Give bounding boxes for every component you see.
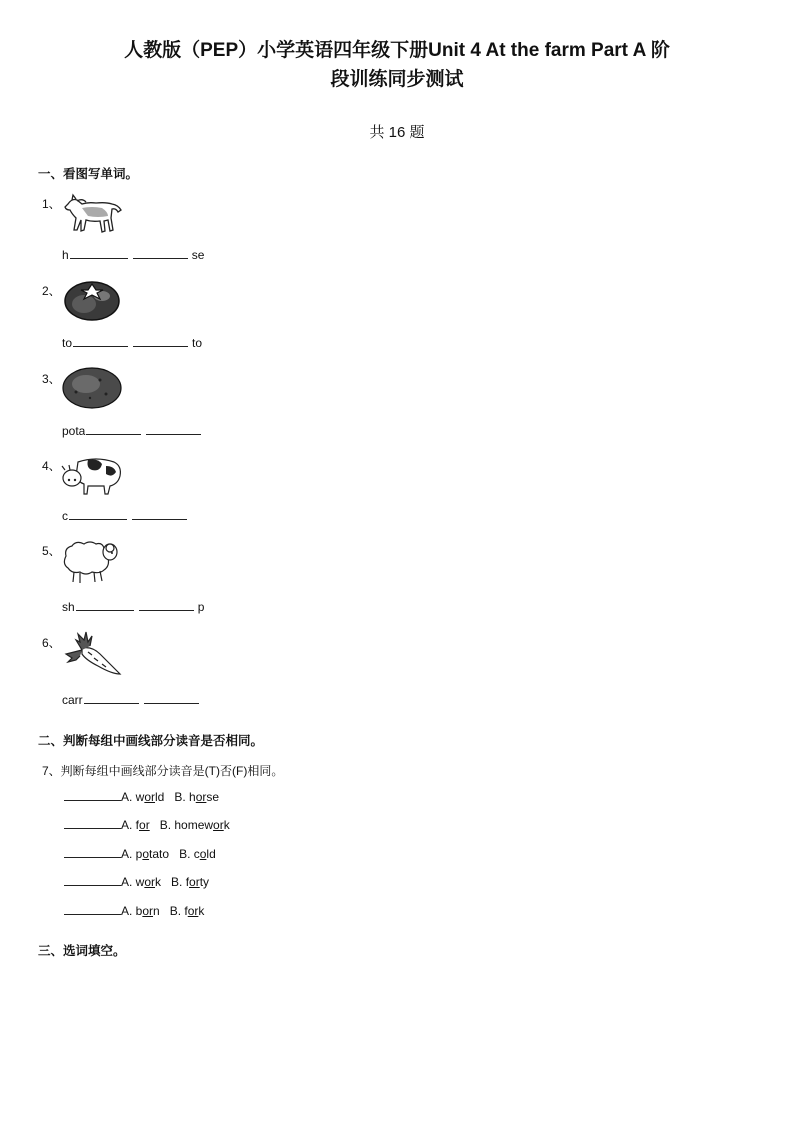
- page-title: [0, 36, 794, 94]
- question-number: 1、: [42, 197, 61, 211]
- fill-blank[interactable]: [146, 433, 201, 435]
- answer-blank[interactable]: [64, 856, 121, 858]
- fill-blank[interactable]: [76, 609, 134, 611]
- judge-row: A. potato B. cold: [64, 847, 216, 861]
- fill-blank[interactable]: [132, 518, 187, 520]
- fill-blank[interactable]: [133, 257, 188, 259]
- tomato-icon: [62, 278, 122, 322]
- fill-blank[interactable]: [86, 433, 141, 435]
- judge-row: A. for B. homework: [64, 818, 230, 832]
- potato-icon: [62, 366, 124, 410]
- answer-blank[interactable]: [64, 827, 121, 829]
- judge-row: A. world B. horse: [64, 790, 219, 804]
- title-line-1: 人教版（PEP）小学英语四年级下册Unit 4 At the farm Part A 阶: [124, 40, 670, 61]
- question-number: 2、: [42, 284, 61, 298]
- horse-icon: [62, 190, 124, 236]
- answer-line: c: [62, 509, 188, 523]
- question-number: 5、: [42, 544, 61, 558]
- sheep-icon: [60, 538, 120, 586]
- answer-line: sh p: [62, 600, 205, 614]
- question-number: 4、: [42, 459, 61, 473]
- carrot-icon: [62, 628, 124, 680]
- answer-line: h se: [62, 248, 205, 262]
- question-number: 6、: [42, 636, 61, 650]
- title-line-2: 段训练同步测试: [330, 69, 464, 90]
- cow-icon: [60, 452, 124, 496]
- question-7-instruction: 7、判断每组中画线部分读音是(T)否(F)相同。: [42, 764, 284, 778]
- fill-blank[interactable]: [70, 257, 128, 259]
- section-3-heading: 三、选词填空。: [38, 944, 126, 958]
- fill-blank[interactable]: [84, 702, 139, 704]
- judge-row: A. born B. fork: [64, 904, 204, 918]
- answer-line: carr: [62, 693, 200, 707]
- judge-row: A. work B. forty: [64, 875, 209, 889]
- section-1-heading: 一、看图写单词。: [38, 167, 139, 181]
- question-count: 共 16 题: [369, 124, 425, 141]
- section-2-heading: 二、判断每组中画线部分读音是否相同。: [38, 734, 264, 748]
- answer-line: pota: [62, 424, 202, 438]
- answer-blank[interactable]: [64, 799, 121, 801]
- answer-line: to to: [62, 336, 203, 350]
- fill-blank[interactable]: [144, 702, 199, 704]
- fill-blank[interactable]: [133, 345, 188, 347]
- fill-blank[interactable]: [69, 518, 127, 520]
- fill-blank[interactable]: [139, 609, 194, 611]
- question-number: 3、: [42, 372, 61, 386]
- answer-blank[interactable]: [64, 913, 121, 915]
- fill-blank[interactable]: [73, 345, 128, 347]
- answer-blank[interactable]: [64, 884, 121, 886]
